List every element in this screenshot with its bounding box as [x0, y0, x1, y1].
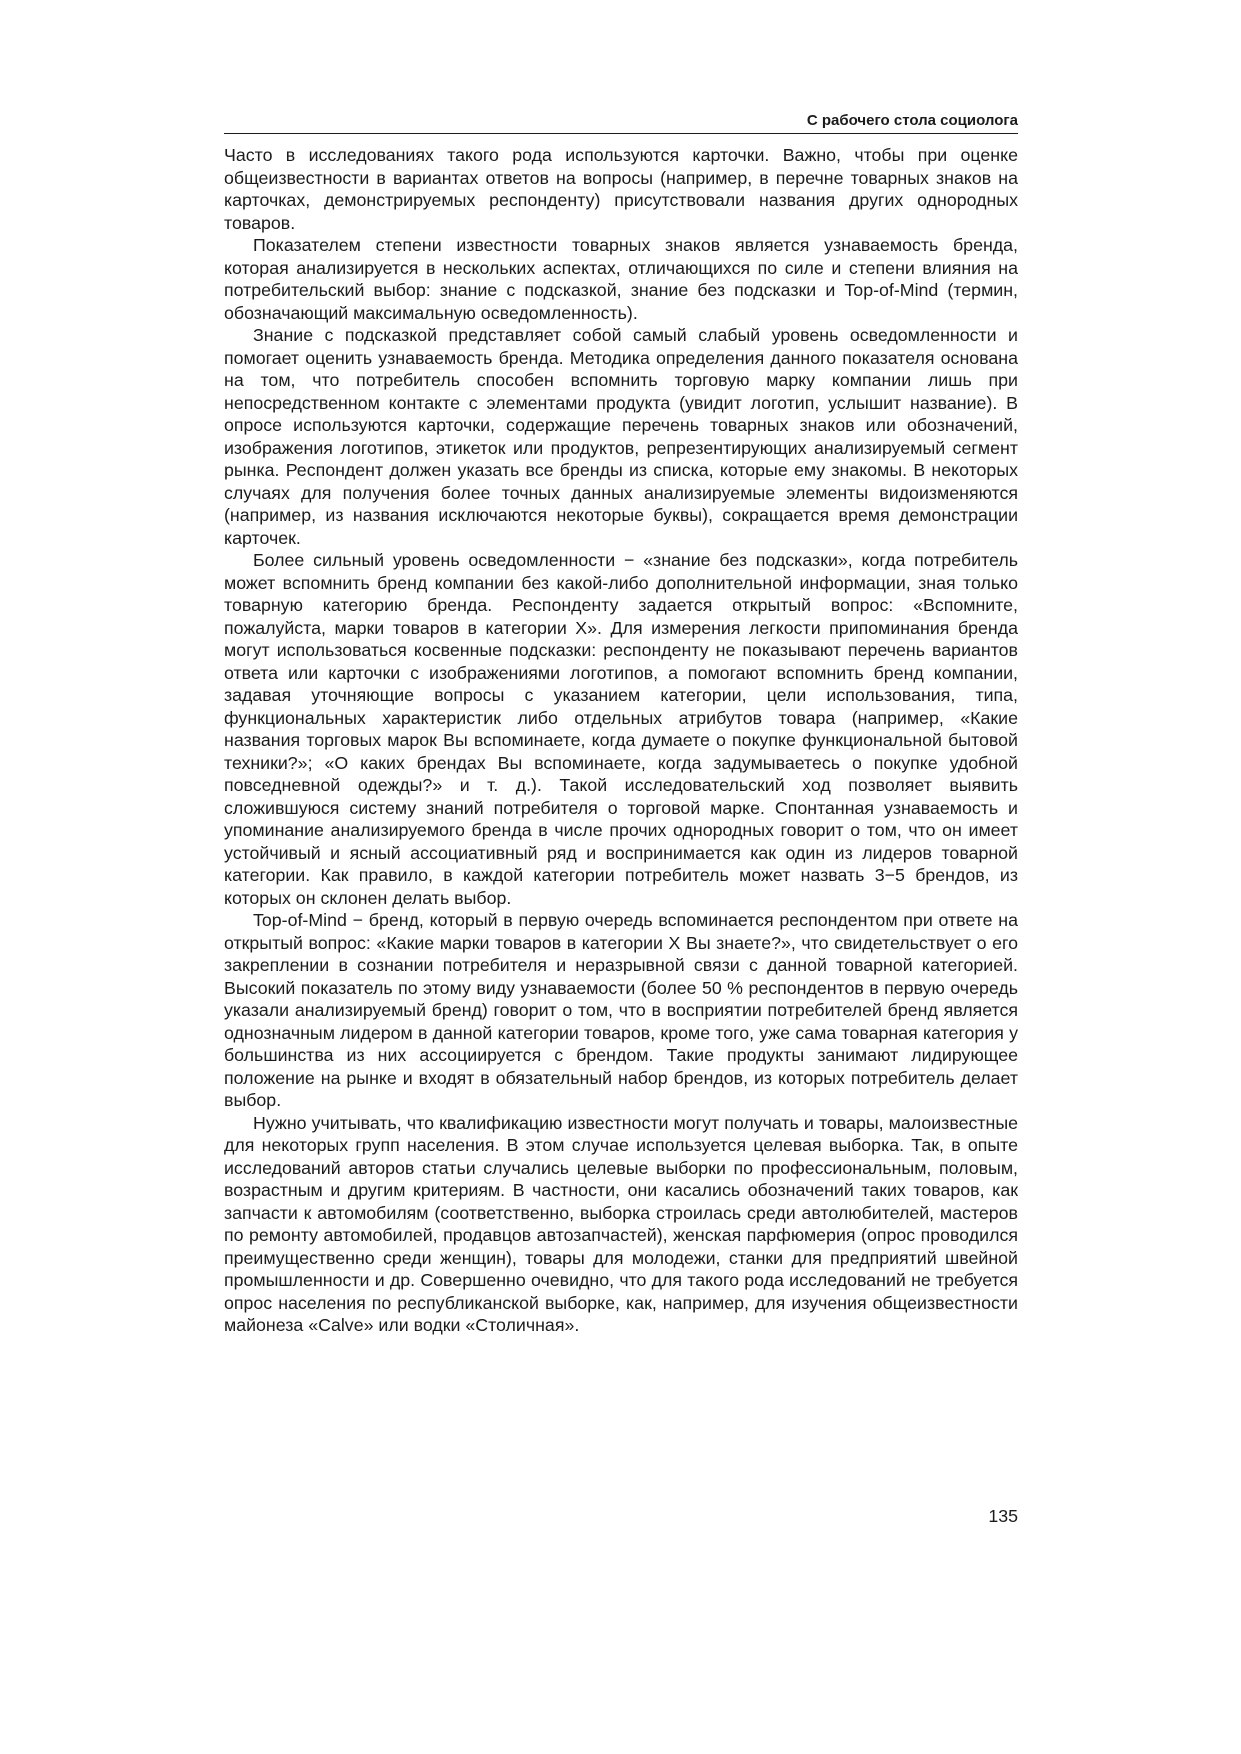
- running-header: С рабочего стола социолога: [224, 112, 1018, 134]
- paragraph-1: Часто в исследованиях такого рода используются карточки. Важно, чтобы при оценке общеизвестности в вариантах ответов на вопросы (например, в перечне товарных знаков на карточках, демонстрируемых респонденту) присутствовали названия других однородных товаров.: [224, 145, 1018, 233]
- paragraph-6: Нужно учитывать, что квалификацию известности могут получать и товары, малоизвестные для некоторых групп населения. В этом случае используется целевая выборка. Так, в опыте исследований авторов статьи случались целевые выборки по профессиональным, половым, возрастным и другим критериям. В частности, они касались обозначений таких товаров, как запчасти к автомобилям (соответственно, выборка строилась среди автолюбителей, мастеров по ремонту автомобилей, продавцов автозапчастей), женская парфюмерия (опрос проводился преимущественно среди женщин), товары для молодежи, станки для предприятий швейной промышленности и др. Совершенно очевидно, что для такого рода исследований не требуется опрос населения по республиканской выборке, как, например, для изучения общеизвестности майонеза «Calve» или водки «Столичная».: [224, 1112, 1018, 1335]
- paragraph-3: Знание с подсказкой представляет собой самый слабый уровень осведомленности и помогает оценить узнаваемость бренда. Методика определения данного показателя основана на том, что потребитель способен вспомнить торговую марку компании лишь при непосредственном контакте с элементами продукта (увидит логотип, услышит название). В опросе используются карточки, содержащие перечень товарных знаков или обозначений, изображения логотипов, этикеток или продуктов, репрезентирующих анализируемый сегмент рынка. Респондент должен указать все бренды из списка, которые ему знакомы. В некоторых случаях для получения более точных данных анализируемые элементы видоизменяются (например, из названия исключаются некоторые буквы), сокращается время демонстрации карточек.: [224, 325, 1018, 548]
- article-body: [224, 144, 1018, 1337]
- paragraph-2: Показателем степени известности товарных знаков является узнаваемость бренда, которая анализируется в нескольких аспектах, отличающихся по силе и степени влияния на потребительский выбор: знание с подсказкой, знание без подсказки и Top-of-Mind (термин, обозначающий максимальную осведомленность).: [224, 235, 1018, 323]
- page-content: [224, 112, 1018, 1337]
- paragraph-4: Более сильный уровень осведомленности − «знание без подсказки», когда потребитель может вспомнить бренд компании без какой-либо дополнительной информации, зная только товарную категорию бренда. Респонденту задается открытый вопрос: «Вспомните, пожалуйста, марки товаров в категории X». Для измерения легкости припоминания бренда могут использоваться косвенные подсказки: респонденту не показывают перечень вариантов ответа или карточки с изображениями логотипов, а помогают вспомнить бренд компании, задавая уточняющие вопросы с указанием категории, цели использования, типа, функциональных характеристик либо отдельных атрибутов товара (например, «Какие названия торговых марок Вы вспоминаете, когда думаете о покупке функциональной бытовой техники?»; «О каких брендах Вы вспоминаете, когда задумываетесь о покупке удобной повседневной одежды?» и т. д.). Такой исследовательский ход позволяет выявить сложившуюся систему знаний потребителя о торговой марке. Спонтанная узнаваемость и упоминание анализируемого бренда в числе прочих однородных говорит о том, что он имеет устойчивый и ясный ассоциативный ряд и воспринимается как один из лидеров товарной категории. Как правило, в каждой категории потребитель может назвать 3−5 брендов, из которых он склонен делать выбор.: [224, 550, 1018, 908]
- paragraph-5: Top-of-Mind − бренд, который в первую очередь вспоминается респондентом при ответе на открытый вопрос: «Какие марки товаров в категории X Вы знаете?», что свидетельствует о его закреплении в сознании потребителя и неразрывной связи с данной товарной категорией. Высокий показатель по этому виду узнаваемости (более 50 % респондентов в первую очередь указали анализируемый бренд) говорит о том, что в восприятии потребителей бренд является однозначным лидером в данной категории товаров, кроме того, уже сама товарная категория у большинства из них ассоциируется с брендом. Такие продукты занимают лидирующее положение на рынке и входят в обязательный набор брендов, из которых потребитель делает выбор.: [224, 910, 1018, 1110]
- page-number: 135: [988, 1506, 1018, 1526]
